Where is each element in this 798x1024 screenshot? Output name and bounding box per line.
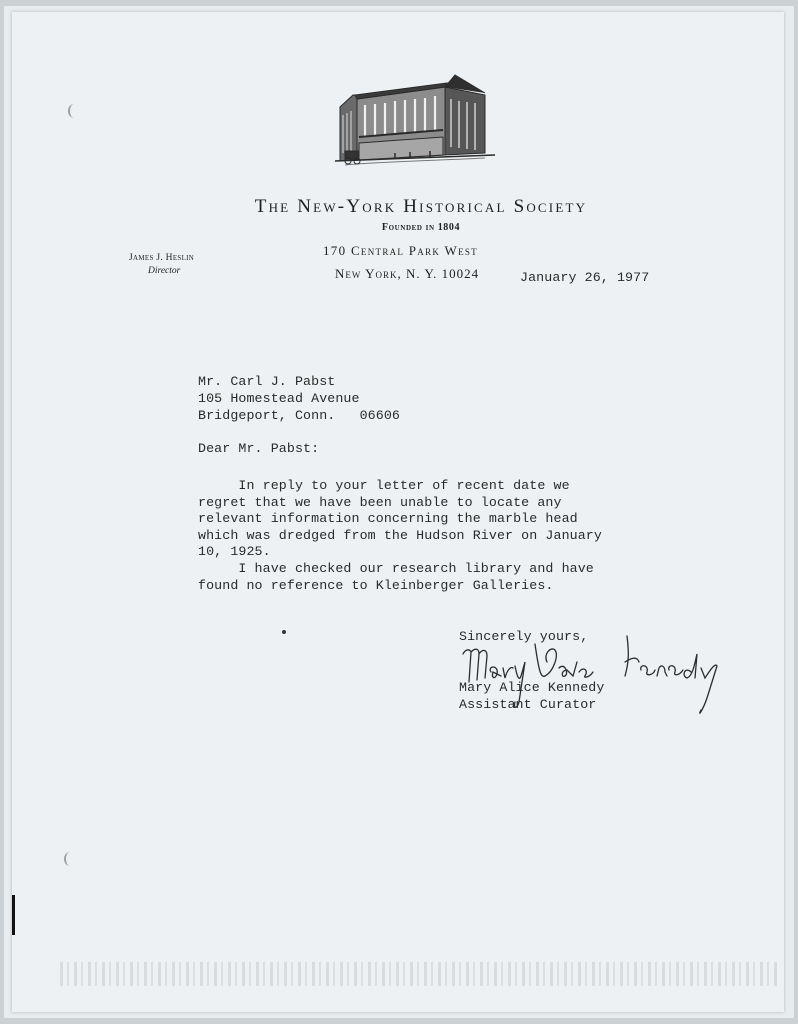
founded-line: Founded in 1804 (381, 222, 461, 233)
society-name: The New-York Historical Society (254, 196, 588, 217)
stray-mark (282, 630, 286, 634)
signer-title: Assistant Curator (459, 696, 597, 712)
punch-hole-bottom (64, 852, 76, 866)
letter-date: January 26, 1977 (520, 270, 650, 285)
body-line: regret that we have been unable to locate any (198, 494, 562, 510)
recipient-line: Bridgeport, Conn. 06606 (198, 408, 400, 423)
body-line: I have checked our research library and have (198, 560, 594, 576)
body-line: In reply to your letter of recent date we (198, 478, 570, 493)
scan-noise-strip (60, 962, 780, 986)
closing: Sincerely yours, (459, 629, 589, 644)
salutation: Dear Mr. Pabst: (198, 441, 320, 456)
building-engraving-icon (335, 65, 500, 170)
director-name: James J. Heslin (129, 253, 195, 263)
letter-body (198, 478, 602, 594)
body-line: 10, 1925. (198, 544, 271, 560)
body-line: found no reference to Kleinberger Galleries. (198, 577, 554, 593)
letterhead-address-city: New York, N. Y. 10024 (335, 266, 480, 281)
director-title: Director (148, 266, 181, 276)
body-line: which was dredged from the Hudson River on January (198, 527, 602, 543)
signer-block (459, 680, 604, 713)
punch-hole-top (68, 104, 80, 118)
signer-name: Mary Alice Kennedy (459, 680, 605, 695)
scan-edge-mark (12, 895, 15, 935)
recipient-address (198, 373, 400, 424)
recipient-line: 105 Homestead Avenue (198, 391, 360, 406)
body-line: relevant information concerning the marble head (198, 511, 578, 527)
recipient-line: Mr. Carl J. Pabst (198, 374, 336, 389)
letterhead-address-street: 170 Central Park West (323, 243, 478, 258)
